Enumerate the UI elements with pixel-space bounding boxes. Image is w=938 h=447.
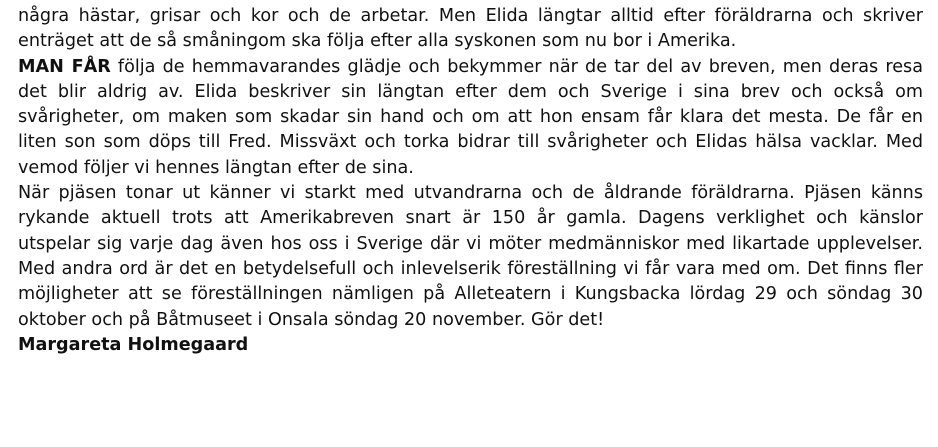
paragraph-2-lead: MAN FÅR <box>18 56 111 77</box>
paragraph-1: några hästar, grisar och kor och de arbetar. Men Elida längtar alltid efter föräldrarna och skriver enträget att de så småningom ska följa efter alla syskonen som nu bor i Amerika. <box>18 6 923 52</box>
author-signature: Margareta Holmegaard <box>18 334 249 355</box>
article-body <box>18 4 923 358</box>
paragraph-3: När pjäsen tonar ut känner vi starkt med utvandrarna och de åldrande föräldrarna. Pjäsen känns rykande aktuell trots att Amerikabreven snart är 150 år gamla. Dagens verklighet och känslor utspelar sig varje dag även hos oss i Sverige där vi möter medmänniskor med likartade upplevelser. Med andra ord är det en betydelsefull och inlevelserik föreställning vi får vara med om. Det finns fler möjligheter att se föreställningen nämligen på Alleteatern i Kungsbacka lördag 29 och söndag 30 oktober och på Båtmuseet i Onsala söndag 20 november. Gör det! <box>18 183 923 330</box>
paragraph-2-text: följa de hemmavarandes glädje och bekymmer när de tar del av breven, men deras resa det blir aldrig av. Elida beskriver sin längtan efter dem och Sverige i sina brev och också om svårigheter, om maken som skadar sin hand och om att hon ensam får klara det mesta. De får en liten son som döps till Fred. Missväxt och torka bidrar till svårigheter och Elidas hälsa vacklar. Med vemod följer vi hennes längtan efter de sina. <box>18 56 924 178</box>
paragraph-2 <box>18 55 923 181</box>
